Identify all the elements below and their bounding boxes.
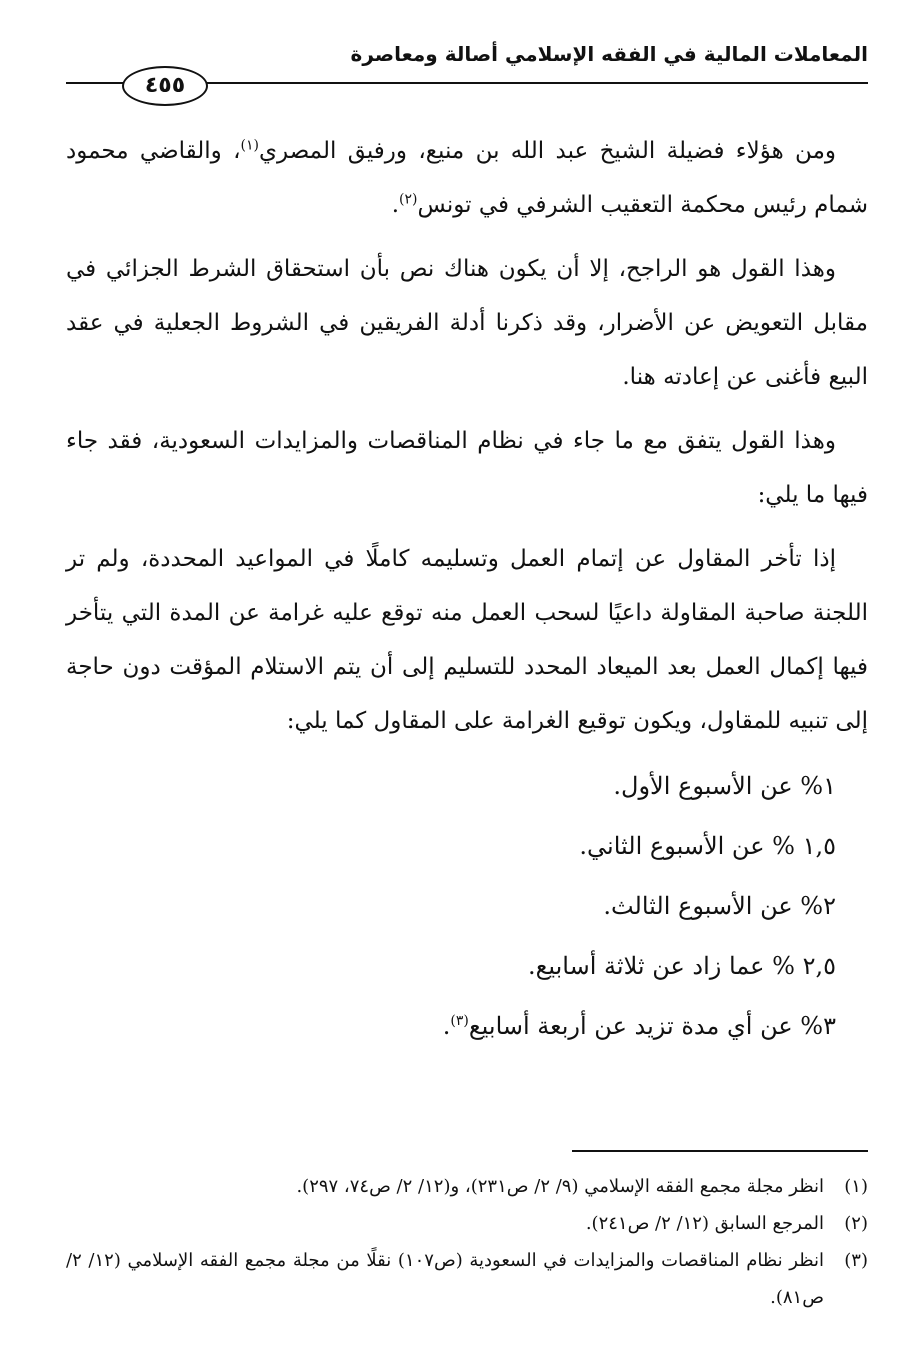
footnote-text: انظر نظام المناقصات والمزايدات في السعودية (ص١٠٧) نقلًا من مجلة مجمع الفقه الإسلامي (١٢/ ٢/ ص٨١). [66,1250,824,1308]
footnotes [66,1168,868,1316]
footnote-ref-3: (٣) [450,1013,469,1029]
penalty-rate-list [66,756,868,1056]
list-item: ٢,٥ % عما زاد عن ثلاثة أسابيع. [527,952,836,980]
page-number: ٤٥٥ [122,66,208,106]
list-item: ٢% عن الأسبوع الثالث. [603,892,836,920]
paragraph-1 [66,124,868,232]
list-item: ١,٥ % عن الأسبوع الثاني. [579,832,836,860]
paragraph-4-quoted-regulation: إذا تأخر المقاول عن إتمام العمل وتسليمه كاملًا في المواعيد المحددة، ولم تر اللجنة صاحبة المقاولة داعيًا لسحب العمل منه توقع عليه غرامة عن المدة التي يتأخر فيها إكمال العمل بعد الميعاد المحدد للتسليم إلى أن يتم الاستلام المؤقت دون حاجة إلى تنبيه للمقاول، ويكون توقيع الغرامة على المقاول كما يلي: [66,546,868,734]
footnote-text: المرجع السابق (١٢/ ٢/ ص٢٤١). [585,1213,824,1234]
footnote-3 [66,1242,868,1316]
paragraph-3: وهذا القول يتفق مع ما جاء في نظام المناقصات والمزايدات السعودية، فقد جاء فيها ما يلي: [66,428,868,508]
book-page [48,28,868,1328]
footnote-text: انظر مجلة مجمع الفقه الإسلامي (٩/ ٢/ ص٢٣١)، و(١٢/ ٢/ ص٧٤، ٢٩٧). [296,1176,824,1197]
list-item [66,996,836,1056]
paragraph-2: وهذا القول هو الراجح، إلا أن يكون هناك نص بأن استحقاق الشرط الجزائي في مقابل التعويض عن الأضرار، وقد ذكرنا أدلة الفريقين في الشروط الجعلية في عقد البيع فأغنى عن إعادته هنا. [66,256,868,390]
running-header-title: المعاملات المالية في الفقه الإسلامي أصالة ومعاصرة [350,42,868,66]
paragraph-1-part-3: . [391,192,400,218]
footnote-separator [572,1150,868,1152]
paragraph-1-part-1: ومن هؤلاء فضيلة الشيخ عبد الله بن منيع، ورفيق المصري [259,138,836,164]
footnote-number: (٢) [844,1213,868,1234]
footnote-number: (٣) [844,1250,868,1271]
list-item: ١% عن الأسبوع الأول. [613,772,836,800]
footnote-number: (١) [844,1176,868,1197]
main-text [66,124,868,1056]
footnote-ref-2: (٢) [399,191,418,208]
footnote-1 [66,1168,868,1205]
footnote-2 [66,1205,868,1242]
list-item-end: . [442,1012,451,1040]
paragraph-1-part-2: ، والقاضي محمود شمام رئيس محكمة التعقيب الشرفي في تونس [66,138,868,218]
footnote-ref-1: (١) [240,137,260,154]
list-item-text: ٣% عن أي مدة تزيد عن أربعة أسابيع [468,1012,836,1040]
